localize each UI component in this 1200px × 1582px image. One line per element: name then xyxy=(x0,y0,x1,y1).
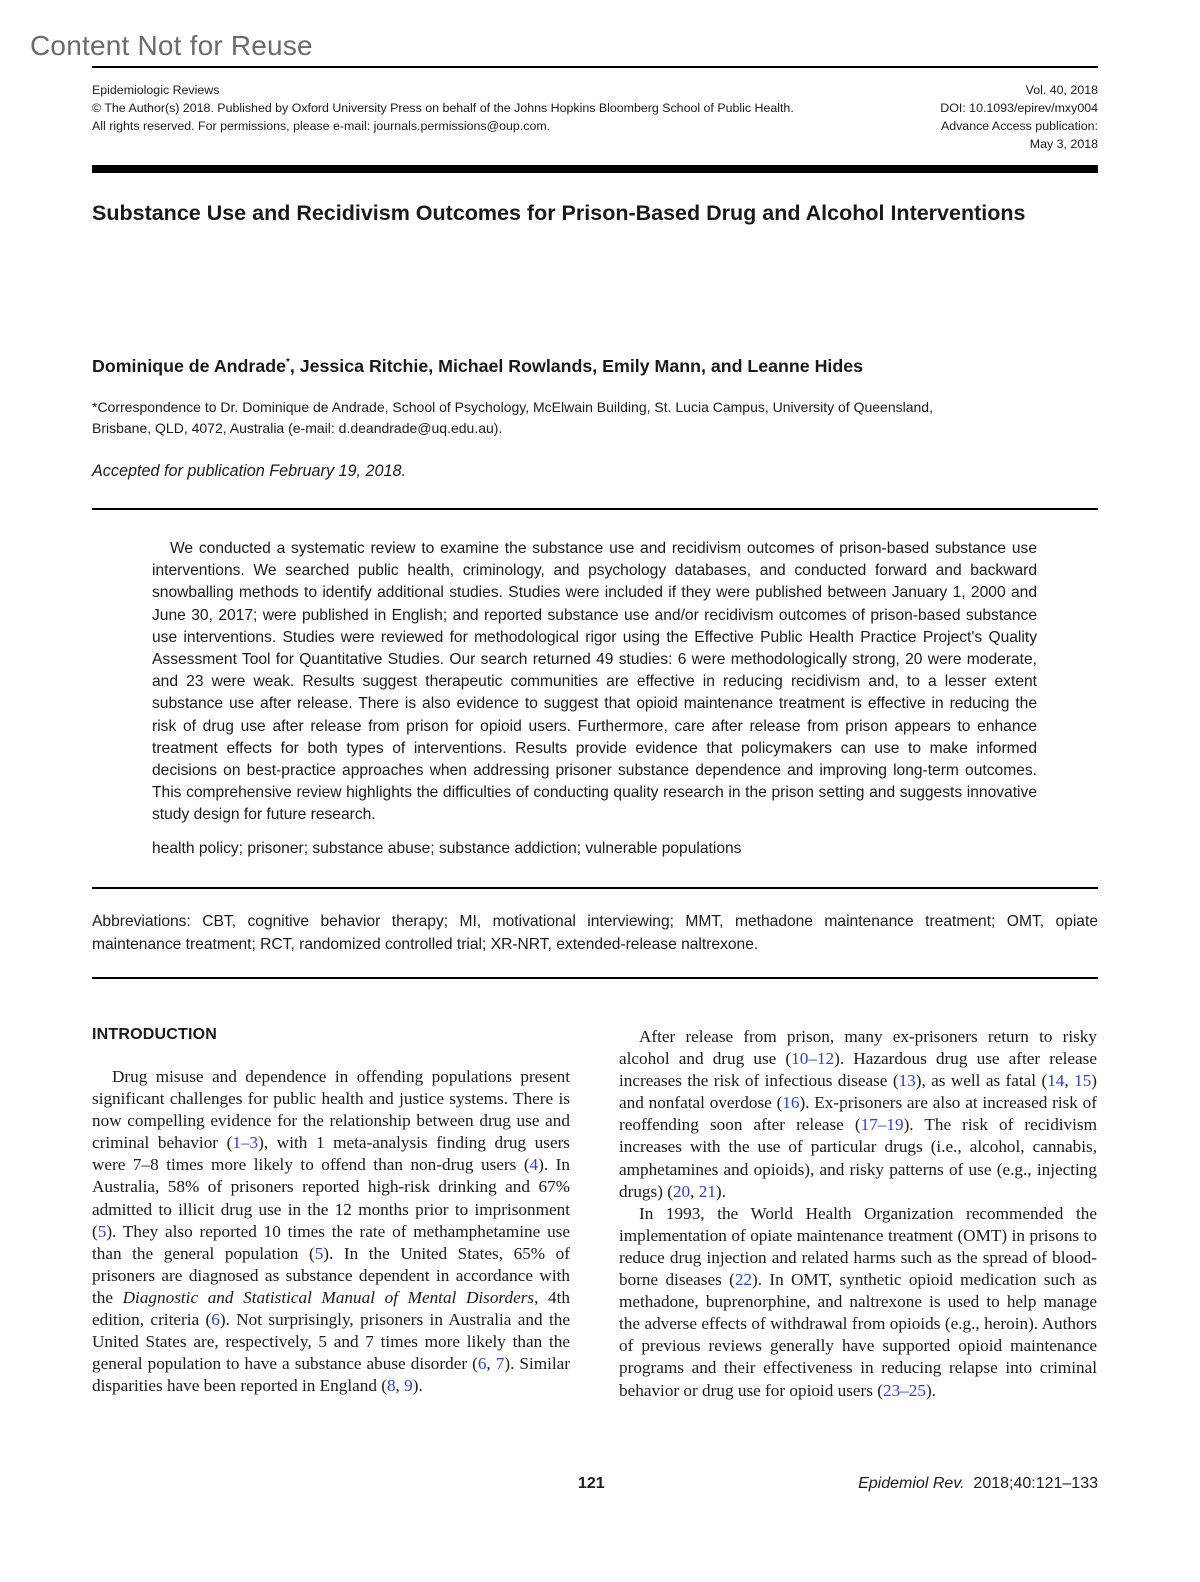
reference-link[interactable]: 6 xyxy=(477,1354,487,1374)
issue-meta xyxy=(838,81,1098,153)
abstract: We conducted a systematic review to examine the substance use and recidivism outcomes of prison-based substance use interventions. We searched public health, criminology, and psychology databases, and conducted forward and backward snowballing methods to identify additional studies. Studies were included if they were published between January 1, 2000 and June 30, 2017; were published in English; and reported substance use and/or recidivism outcomes of prison-based substance use interventions. Studies were reviewed for methodological rigor using the Effective Public Health Practice Project's Quality Assessment Tool for Quantitative Studies. Our search returned 49 studies: 6 were methodologically strong, 20 were moderate, and 23 were weak. Results suggest therapeutic communities are effective in reducing recidivism and, to a lesser extent substance use after release. There is also evidence to suggest that opioid maintenance treatment is effective in reducing the risk of drug use after release from prison for opioid users. Furthermore, care after release from prison appears to enhance treatment effects for both types of interventions. Results provide evidence that policymakers can use to make informed decisions on best-practice approaches when addressing prisoner substance dependence and improving long-term outcomes. This comprehensive review highlights the difficulties of conducting quality research in the prison setting and suggests innovative study design for future research. xyxy=(152,540,1037,824)
correspondence-mark: * xyxy=(285,357,290,369)
accepted-date: Accepted for publication February 19, 2018. xyxy=(92,462,407,480)
intro-paragraph-1: Drug misuse and dependence in offending populations present significant challenges for public health and justice systems. There is now compelling evidence for the relationship between drug use and criminal behavior (1–3), with 1 meta-analysis finding drug users were 7–8 times more likely to offend than non-drug users (4). In Australia, 58% of prisoners reported high-risk drinking and 67% admitted to illicit drug use in the 12 months prior to imprisonment (5). They also reported 10 times the rate of methamphetamine use than the general population (5). In the United States, 65% of prisoners are diagnosed as substance dependent in accordance with the Diagnostic and Statistical Manual of Mental Disorders, 4th edition, criteria (6). Not surprisingly, prisoners in Australia and the United States are, respectively, 5 and 7 times more likely than the general population to have a substance abuse disorder (6, 7). Similar disparities have been reported in England (8, 9). xyxy=(92,1067,571,1396)
reference-link[interactable]: 15 xyxy=(1074,1071,1092,1091)
reference-link[interactable]: 20 xyxy=(672,1181,691,1201)
rights-line: All rights reserved. For permissions, please e-mail: journals.permissions@oup.com. xyxy=(92,119,551,133)
right-column xyxy=(619,1026,1097,1402)
doi-line: DOI: 10.1093/epirev/mxy004 xyxy=(940,101,1098,115)
reference-link[interactable]: 1–3 xyxy=(232,1133,259,1153)
reference-link[interactable]: 5 xyxy=(314,1243,324,1263)
publication-date: May 3, 2018 xyxy=(1029,137,1098,151)
reference-link[interactable]: 5 xyxy=(97,1221,107,1241)
correspondence-note: *Correspondence to Dr. Dominique de Andrade, School of Psychology, McElwain Building, St. Lucia Campus, University of Queensland, Brisbane, QLD, 4072, Australia (e-mail: d.deandrade@uq.edu.au). xyxy=(92,399,933,436)
reference-link[interactable]: 22 xyxy=(734,1270,753,1290)
header-thick-rule xyxy=(92,165,1098,173)
reference-link[interactable]: 23–25 xyxy=(882,1380,926,1400)
intro-paragraph-2: After release from prison, many ex-prisoners return to risky alcohol and drug use (10–12). Hazardous drug use after release increases the risk of infectious disease (13), as well as fatal (14, 15) and nonfatal overdose (16). Ex-prisoners are also at increased risk of reoffending soon after release (17–19). The risk of recidivism increases with the use of particular drugs (i.e., alcohol, cannabis, amphetamines and opioids), and risky patterns of use (e.g., injecting drugs) (20, 21). xyxy=(619,1027,1097,1201)
reference-link[interactable]: 7 xyxy=(495,1354,505,1374)
section-heading-introduction: INTRODUCTION xyxy=(92,1026,218,1043)
page-number: 121 xyxy=(578,1475,605,1492)
advance-access-line: Advance Access publication: xyxy=(940,119,1098,133)
watermark: Content Not for Reuse xyxy=(30,30,313,61)
reference-link[interactable]: 16 xyxy=(782,1093,800,1113)
intro-paragraph-3: In 1993, the World Health Organization recommended the implementation of opiate maintenance treatment (OMT) in prisons to reduce drug injection and related harms such as the spread of blood-borne diseases (22). In OMT, synthetic opioid medication such as methadone, buprenorphine, and naltrexone is used to help manage the adverse effects of withdrawal from opioids (e.g., heroin). Authors of previous reviews generally have supported opioid maintenance programs and their effectiveness in reducing relapse into criminal behavior or drug use for opioid users (23–25). xyxy=(619,1203,1097,1400)
reference-link[interactable]: 9 xyxy=(404,1376,413,1396)
first-author: Dominique de Andrade xyxy=(92,356,286,376)
left-column xyxy=(92,1066,570,1397)
manual-title: Diagnostic and Statistical Manual of Mental Disorders xyxy=(122,1287,535,1307)
journal-name: Epidemiologic Reviews xyxy=(92,83,220,97)
journal-meta xyxy=(92,81,912,135)
volume-pages: 2018;40:121–133 xyxy=(973,1475,1098,1492)
reference-link[interactable]: 17–19 xyxy=(860,1115,904,1135)
article-title: Substance Use and Recidivism Outcomes for Prison-Based Drug and Alcohol Interventions xyxy=(92,201,1026,225)
top-rule xyxy=(92,66,1098,68)
reference-link[interactable]: 14 xyxy=(1047,1071,1065,1091)
abbreviations-bottom-rule xyxy=(92,977,1098,979)
abstract-top-rule xyxy=(92,508,1098,510)
reference-link[interactable]: 13 xyxy=(898,1071,916,1091)
reference-link[interactable]: 8 xyxy=(386,1376,396,1396)
author-list xyxy=(92,356,1092,377)
reference-link[interactable]: 4 xyxy=(529,1155,539,1175)
abstract-bottom-rule xyxy=(92,887,1098,889)
journal-abbreviation: Epidemiol Rev. xyxy=(858,1475,965,1492)
footer-citation xyxy=(858,1475,1098,1493)
keywords: health policy; prisoner; substance abuse; substance addiction; vulnerable populations xyxy=(152,840,742,857)
reference-link[interactable]: 21 xyxy=(698,1181,716,1201)
volume-line: Vol. 40, 2018 xyxy=(1025,83,1098,97)
copyright-line: © The Author(s) 2018. Published by Oxford University Press on behalf of the Johns Hopkins Bloomberg School of Public Health. xyxy=(92,101,794,115)
reference-link[interactable]: 6 xyxy=(211,1310,220,1330)
reference-link[interactable]: 10–12 xyxy=(791,1049,835,1069)
other-authors: , Jessica Ritchie, Michael Rowlands, Emily Mann, and Leanne Hides xyxy=(289,356,863,376)
abbreviations: Abbreviations: CBT, cognitive behavior therapy; MI, motivational interviewing; MMT, methadone maintenance treatment; OMT, opiate maintenance treatment; RCT, randomized controlled trial; XR-NRT, extended-release naltrexone. xyxy=(92,913,1098,953)
